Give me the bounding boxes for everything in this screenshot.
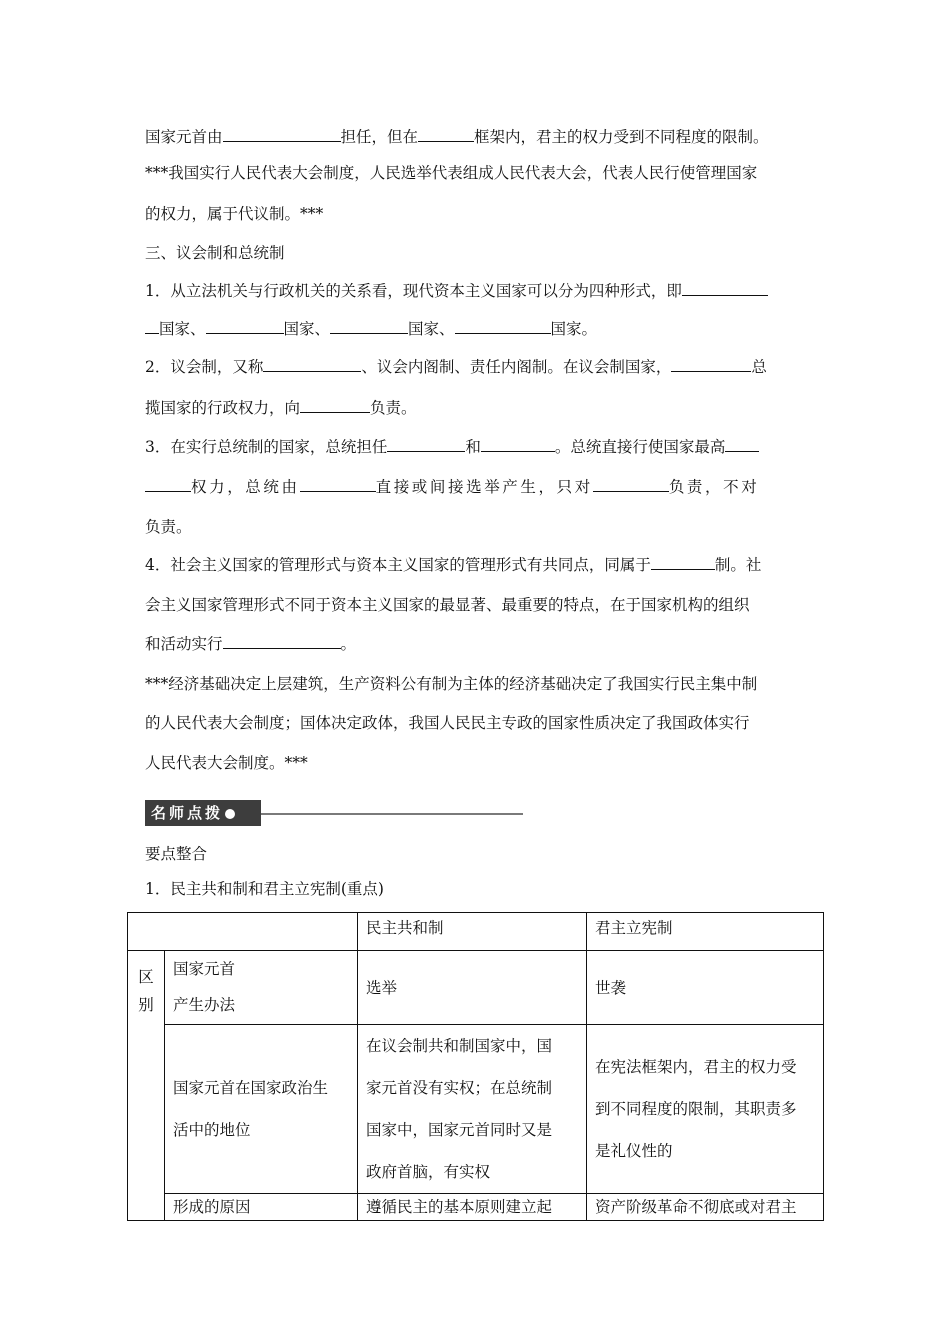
cell-line: 在宪法框架内，君主的权力受 (595, 1058, 797, 1076)
table-header-row (128, 913, 824, 951)
question-1-line2 (145, 318, 597, 340)
bullet-dot-icon (225, 809, 235, 819)
row-label-line: 活中的地位 (173, 1121, 251, 1139)
blank (300, 398, 370, 413)
blank (330, 319, 408, 334)
blank (651, 555, 715, 570)
cell-republic: 选举 (358, 951, 587, 1025)
badge-divider (261, 813, 523, 815)
question-3-line1 (145, 436, 759, 458)
question-2-line1 (145, 356, 767, 378)
table-row (128, 1025, 824, 1194)
text: 负责，不对 (668, 478, 760, 496)
teacher-tips-badge (145, 800, 261, 826)
cell-monarchy: 世袭 (587, 951, 824, 1025)
table-row (128, 951, 824, 1025)
blank (725, 437, 759, 452)
text: 和 (465, 438, 481, 456)
blank (263, 357, 361, 372)
note-line: ***我国实行人民代表大会制度，人民选举代表组成人民代表大会，代表人民行使管理国家 (145, 164, 758, 182)
blank (300, 477, 376, 492)
blank (223, 127, 341, 142)
text: 3．在实行总统制的国家，总统担任 (145, 438, 388, 456)
text: 直接或间接选举产生，只对 (375, 478, 593, 496)
cell-line: 政府首脑，有实权 (366, 1163, 491, 1181)
table-corner-cell (128, 913, 358, 951)
blank (206, 319, 284, 334)
blank (682, 281, 768, 296)
row-label (165, 1025, 358, 1194)
cell-line: 在议会制共和制国家中，国 (366, 1037, 553, 1055)
badge-label: 名师点拨 (151, 804, 224, 822)
comparison-table (127, 912, 824, 1221)
row-label-line: 国家元首在国家政治生 (173, 1079, 329, 1097)
table-row (128, 1194, 824, 1221)
cell-line: 到不同程度的限制，其职责多 (595, 1100, 797, 1118)
text: 2．议会制，又称 (145, 358, 264, 376)
paragraph-head-of-state (145, 126, 769, 148)
text: 国家元首由 (145, 128, 223, 146)
row-label-line: 国家元首 (173, 960, 236, 978)
note-line: 的权力，属于代议制。*** (145, 205, 324, 223)
text: 国家、 (283, 320, 331, 338)
text: 总 (751, 358, 767, 376)
row-label-line: 产生办法 (173, 996, 236, 1014)
group-label-difference (128, 951, 165, 1221)
blank (671, 357, 751, 372)
blank (481, 437, 555, 452)
note-line: 人民代表大会制度。*** (145, 754, 308, 772)
section-item-1: 1．民主共和制和君主立宪制(重点) (145, 880, 384, 898)
text: 制。社 (714, 556, 762, 574)
cell-monarchy (587, 1025, 824, 1194)
question-3-line2 (145, 476, 759, 498)
blank (145, 477, 191, 492)
row-label: 形成的原因 (165, 1194, 358, 1221)
question-4-line1 (145, 554, 761, 576)
question-4-line3 (145, 633, 356, 655)
question-3-line3: 负责。 (145, 518, 192, 536)
text: 和活动实行 (145, 635, 223, 653)
blank (455, 319, 551, 334)
text: 国家、 (408, 320, 455, 338)
text: 揽国家的行政权力，向 (145, 399, 301, 417)
blank (418, 127, 474, 142)
blank (387, 437, 465, 452)
cell-line: 家元首没有实权；在总统制 (366, 1079, 553, 1097)
text: 4．社会主义国家的管理形式与资本主义国家的管理形式有共同点，同属于 (145, 556, 651, 574)
text: 担任，但在 (340, 128, 419, 146)
text: 负责。 (370, 399, 417, 417)
section-title: 要点整合 (145, 845, 208, 863)
text: 国家、 (159, 320, 206, 338)
cell-line: 是礼仪性的 (595, 1142, 673, 1160)
blank (593, 477, 669, 492)
question-1-line1 (145, 280, 768, 302)
text: 、议会内阁制、责任内阁制。在议会制国家， (361, 358, 672, 376)
text: 。 (340, 635, 357, 653)
cell-line: 国家中，国家元首同时又是 (366, 1121, 553, 1139)
group-char: 区 (138, 968, 154, 986)
section-heading: 三、议会制和总统制 (145, 244, 285, 262)
text: 1．从立法机关与行政机关的关系看，现代资本主义国家可以分为四种形式，即 (145, 282, 682, 300)
blank (145, 319, 159, 334)
blank (223, 634, 341, 649)
question-2-line2 (145, 397, 417, 419)
header-republic: 民主共和制 (358, 913, 587, 951)
text: 框架内，君主的权力受到不同程度的限制。 (474, 128, 769, 146)
text: 。总统直接行使国家最高 (554, 438, 726, 456)
group-char: 别 (138, 996, 154, 1014)
header-monarchy: 君主立宪制 (587, 913, 824, 951)
cell-republic (358, 1025, 587, 1194)
cell-monarchy: 资产阶级革命不彻底或对君主 (587, 1194, 824, 1221)
note-line: 的人民代表大会制度；国体决定政体，我国人民民主专政的国家性质决定了我国政体实行 (145, 714, 750, 732)
text: 权力，总统由 (191, 478, 300, 496)
question-4-line2: 会主义国家管理形式不同于资本主义国家的最显著、最重要的特点，在于国家机构的组织 (145, 596, 750, 614)
note-line: ***经济基础决定上层建筑，生产资料公有制为主体的经济基础决定了我国实行民主集中制 (145, 675, 758, 693)
cell-republic: 遵循民主的基本原则建立起 (358, 1194, 587, 1221)
text: 国家。 (550, 320, 598, 338)
row-label (165, 951, 358, 1025)
